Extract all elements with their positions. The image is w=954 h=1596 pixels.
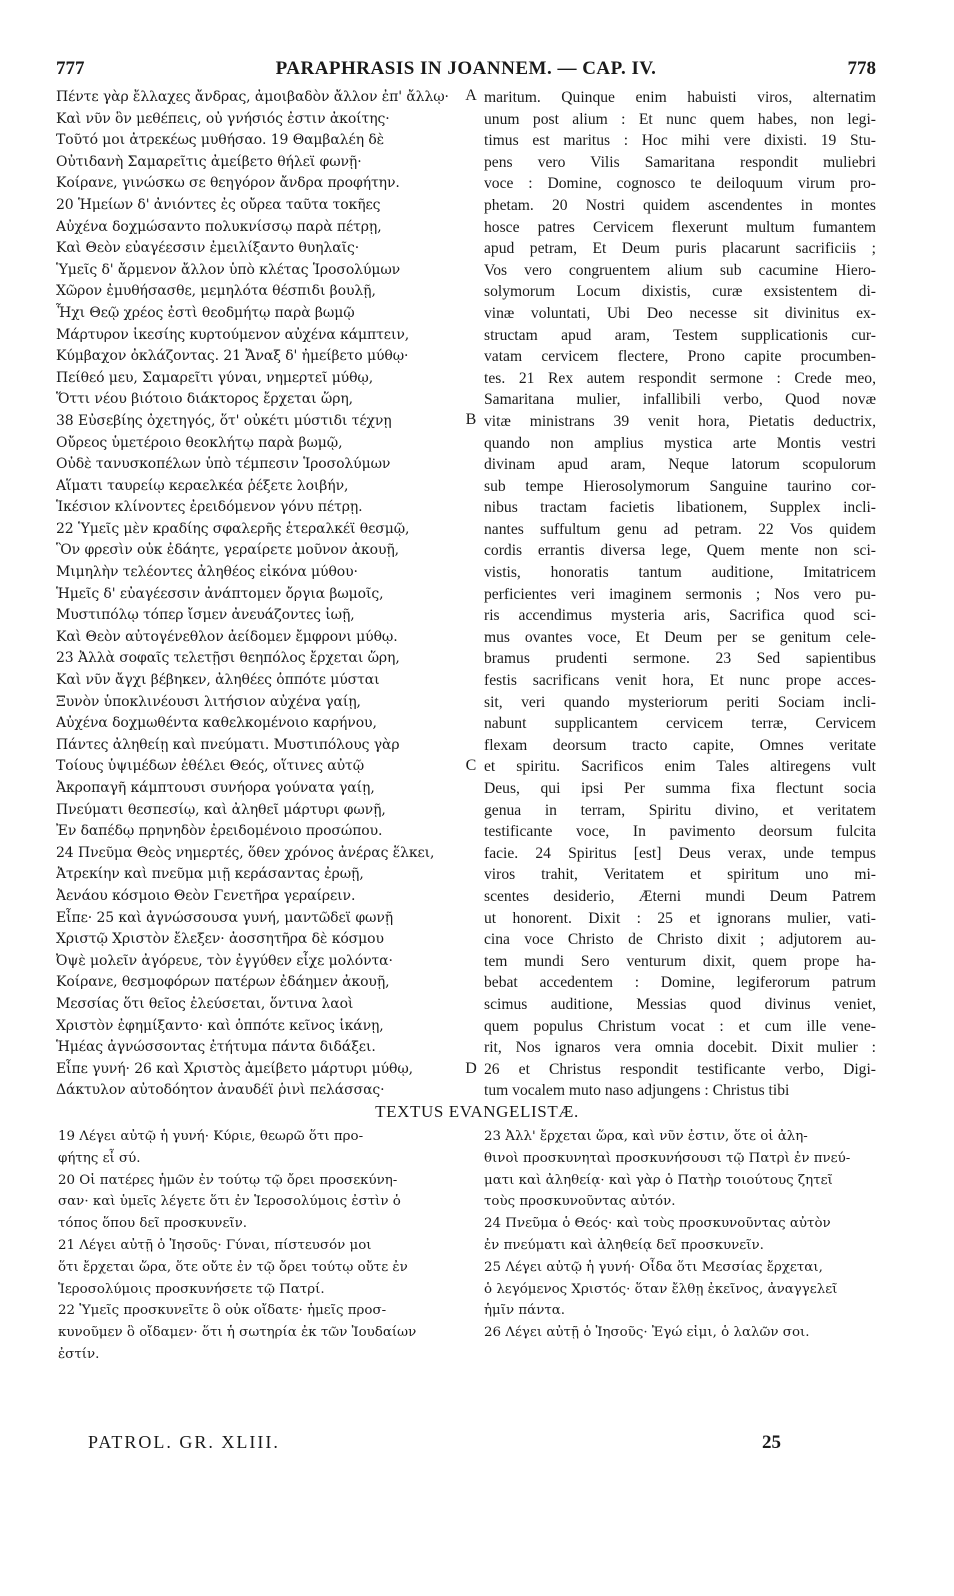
gospel-text-line: 25 Λέγει αὐτῷ ἡ γυνή· Οἶδα ὅτι Μεσσίας ἔρχεται, <box>484 1259 823 1275</box>
latin-text-line: facie. 24 Spiritus [est] Deus verax, unde tempus <box>484 844 876 862</box>
greek-text-line: Μυστιπόλῳ τόπερ ἴσμεν ἀνευάζοντες ἰωῇ, <box>56 607 355 624</box>
gospel-text-line: Ἱεροσολύμοις προσκυνήσετε τῷ Πατρί. <box>58 1281 325 1297</box>
latin-text-line: cina voce Christo de Christo dixit ; adjutorem au- <box>484 931 876 949</box>
gospel-text-line: φήτης εἶ σύ. <box>58 1150 141 1166</box>
greek-text-line: Καὶ νῦν ὃν μεθέπεις, οὐ γνήσιός ἐστιν ἀκοίτης· <box>56 110 390 127</box>
latin-text-line: Vos vero congruentem alium sub cacumine Hiero- <box>484 261 876 279</box>
greek-text-line: Ξυνὸν ὑποκλινέουσι λιτήσιον αὐχένα γαίῃ, <box>56 693 361 710</box>
latin-text-line: perficientes veri imaginem sermonis ; Nos vero pu- <box>484 585 876 603</box>
greek-text-line: Μάρτυρον ἱκεσίης κυρτούμενον αὐχένα κάμπτειν, <box>56 326 410 343</box>
gospel-text-right-column <box>484 1126 876 1344</box>
greek-text-line: Ἐν δαπέδῳ πρηνηδὸν ἐρειδομένοιο προσώπου. <box>56 823 383 840</box>
greek-text-line: Οὐτιδανὴ Σαμαρεῖτις ἀμείβετο θήλεϊ φωνῇ· <box>56 153 362 170</box>
greek-text-line: Εἶπε· 25 καὶ ἀγνώσσουσα γυνή, μαντῶδεϊ φωνῇ <box>56 909 394 926</box>
latin-text-line: divinam apud aram, Neque latorum scopulorum <box>484 456 876 474</box>
greek-text-line: Πείθεό μευ, Σαμαρεῖτι γύναι, νημερτεῖ μύθῳ, <box>56 369 374 386</box>
greek-text-line: Καὶ Θεὸν εὐαγέεσσιν ἐμειλίξαντο θυηλαῖς· <box>56 240 360 257</box>
gospel-text-line: 26 Λέγει αὐτῇ ὁ Ἰησοῦς· Ἐγώ εἰμι, ὁ λαλῶν σοι. <box>484 1325 810 1341</box>
latin-text-line: vatam cervicem flectere, Prono capite procumben- <box>484 348 876 366</box>
latin-text-line: mus ovantes voce, Et Deum per se genitum cele- <box>484 628 876 646</box>
greek-text-line: Κοίρανε, θεσμοφόρων πατέρων ἐδάημεν ἀκουῇ, <box>56 974 390 991</box>
gospel-text-line: ὅτι ἔρχεται ὥρα, ὅτε οὔτε ἐν τῷ ὄρει τούτῳ οὔτε ἐν <box>58 1259 408 1275</box>
greek-text-line: Χριστὸν ἐφημίξαντο· καὶ ὁππότε κεῖνος ἱκάνῃ, <box>56 1017 384 1034</box>
section-title: TEXTUS EVANGELISTÆ. <box>375 1102 579 1121</box>
latin-text-line: pens vero Vilis Samaritana respondit muliebri <box>484 153 876 171</box>
latin-text-line: flexam deorsum tracto capite, Omnes veritate <box>484 736 876 754</box>
greek-text-line: Κύμβαχον ὀκλάζοντας. 21 Ἄναξ δ' ἠμείβετο μύθῳ· <box>56 348 409 365</box>
greek-text-line: Ἀκροπαγῆ κάμπτουσι συνήορα γούνατα γαίῃ, <box>56 780 375 796</box>
greek-text-line: Οὔρεος ὑμετέροιο θεοκλήτῳ παρὰ βωμῷ, <box>56 434 343 451</box>
running-header <box>56 58 876 84</box>
latin-text-line: Deus, qui ipsi Per summa fixa flectunt socia <box>484 780 876 797</box>
greek-text-line: Χριστῷ Χριστὸν ἔλεξεν· ἀοσσητῆρα δὲ κόσμου <box>56 931 384 948</box>
greek-text-line: Τοίους ὑψιμέδων ἐθέλει Θεός, οἵτινες αὐτῷ <box>56 758 365 775</box>
greek-text-line: Ὑμεῖς δ' ἄρμενον ἄλλον ὑπὸ κλέτας Ἱροσολύμων <box>56 261 401 278</box>
running-title: PARAPHRASIS IN JOANNEM. — CAP. IV. <box>275 58 657 79</box>
greek-text-line: 38 Εὐσεβίης ὀχετηγός, ὅτ' οὐκέτι μύστιδι τέχνῃ <box>56 412 392 429</box>
gospel-text-line: 24 Πνεῦμα ὁ Θεός· καὶ τοὺς προσκυνοῦντας αὐτὸν <box>484 1216 831 1232</box>
gospel-text-line: 20 Οἱ πατέρες ἡμῶν ἐν τούτῳ τῷ ὄρει προσεκύνη- <box>58 1172 398 1188</box>
latin-text-line: timus est maritus : Hoc mihi vere dixisti. 19 Stu- <box>484 132 876 150</box>
gospel-text-line: ἐστίν. <box>58 1346 100 1362</box>
gospel-text-line: 23 Ἀλλ' ἔρχεται ὥρα, καὶ νῦν ἐστιν, ὅτε οἱ ἀλη- <box>484 1129 808 1144</box>
greek-text-line: Ἡμέας ἀγνώσσοντας ἐτήτυμα πάντα διδάξει. <box>56 1039 376 1056</box>
greek-text-line: Εἶπε γυνή· 26 καὶ Χριστὸς ἀμείβετο μάρτυρι μύθῳ, <box>56 1060 413 1077</box>
gospel-text-line: ματι καὶ ἀληθείᾳ· καὶ γὰρ ὁ Πατὴρ τοιούτους ζητεῖ <box>484 1172 833 1188</box>
greek-text-line: 20 Ἡμείων δ' ἀνιόντες ἐς οὔρεα ταῦτα τοκῆες <box>56 196 381 213</box>
latin-text-line: sit, veri quando mysteriorum periti Sociam incli- <box>484 693 876 711</box>
latin-text-line: scentes desiderio, Æterni mundi Deum Patrem <box>484 887 876 905</box>
greek-text-line: 24 Πνεῦμα Θεὸς νημερτές, ὅθεν χρόνος ἀνέρας ἕλκει, <box>56 844 435 861</box>
collection-footer: PATROL. GR. XLIII. <box>88 1432 280 1452</box>
page-number-right: 778 <box>847 58 876 79</box>
gospel-text-line: τοὺς προσκυνοῦντας αὐτόν. <box>484 1194 676 1210</box>
greek-text-line: Αἵματι ταυρείῳ κεραελκέα ῥέξετε λοιβήν, <box>56 477 349 494</box>
latin-text-line: scimus auditione, Messias quod divinus veniet, <box>484 995 876 1013</box>
latin-text-line: vitæ ministrans 39 venit hora, Pietatis deductrix, <box>484 412 876 430</box>
greek-text-line: Μεσσίας ὅτι θεῖος ἐλεύσεται, ὅντινα λαοὶ <box>56 995 354 1012</box>
latin-text-line: genua in terram, Spiritu divino, et veritatem <box>484 801 876 819</box>
greek-text-line: Οὐδὲ τανυσκοπέλων ὑπὸ τέμπεσιν Ἱροσολύμων <box>56 456 391 473</box>
greek-paraphrase-column <box>56 87 462 1102</box>
gospel-text-line: ὁ λεγόμενος Χριστός· ὅταν ἔλθῃ ἐκεῖνος, ἀναγγελεῖ <box>484 1281 838 1297</box>
margin-letter-c: C <box>465 757 477 774</box>
gospel-text-line: ἡμῖν πάντα. <box>484 1303 566 1319</box>
latin-text-line: phetam. 20 Nostri quidem ascendentes in montes <box>484 196 876 214</box>
latin-text-line: 26 et Christus respondit testificante verbo, Digi- <box>484 1060 876 1078</box>
latin-text-line: maritum. Quinque enim habuisti viros, alternatim <box>484 89 876 106</box>
gospel-text-line: ἐν πνεύματι καὶ ἀληθείᾳ δεῖ προσκυνεῖν. <box>484 1237 764 1253</box>
latin-text-line: tum vocalem muto naso adjungens : Christus tibi <box>484 1082 790 1100</box>
greek-text-line: Ὅττι νέου βιότοιο διάκτορος ἔρχεται ὥρη, <box>56 391 353 408</box>
latin-text-line: quem populus Christum vocat : et cum ille vene- <box>484 1017 876 1035</box>
latin-text-line: ris accendimus mysteria aris, Sacrifica quod sci- <box>484 607 876 625</box>
gospel-text-line: 22 Ὑμεῖς προσκυνεῖτε ὃ οὐκ οἴδατε· ἡμεῖς προσ- <box>58 1303 387 1319</box>
latin-text-line: testificante voce, In pavimento deorsum fulcita <box>484 823 876 841</box>
greek-text-line: Ὃν φρεσὶν οὐκ ἐδάητε, γεραίρετε μοῦνον ἀκουῇ, <box>56 542 400 559</box>
latin-text-line: unum post alium : Et nunc quem habes, non legi- <box>484 110 876 128</box>
greek-text-line: Καὶ νῦν ἄγχι βέβηκεν, ἀληθέες ὁππότε μύσται <box>56 672 380 689</box>
greek-text-line: Χῶρον ἐμυθήσασθε, μεμηλότα θέσπιδι βουλῇ, <box>56 283 376 300</box>
greek-text-line: 22 Ὑμεῖς μὲν κραδίης σφαλερῆς ἑτεραλκέϊ θεσμῷ, <box>56 520 410 537</box>
latin-text-line: vinæ voluntati, Ubi Deo necesse sit divinitus ex- <box>484 304 876 322</box>
greek-text-line: Ἀενάου κόσμοιο Θεὸν Γενετῆρα γεραίρειν. <box>56 887 356 904</box>
greek-text-line: Πνεύματι θεσπεσίῳ, καὶ ἀληθεῖ μάρτυρι φωνῇ, <box>56 801 386 818</box>
gospel-text-line: τόπος ὅπου δεῖ προσκυνεῖν. <box>58 1216 248 1232</box>
latin-text-line: vistis, honoratis tantum auditione, Imitatricem <box>484 564 876 582</box>
latin-text-line: tes. 21 Rex autem respondit sermone : Crede meo, <box>484 369 876 387</box>
gospel-text-line: σαν· καὶ ὑμεῖς λέγετε ὅτι ἐν Ἱεροσολύμοις ἐστὶν ὁ <box>58 1194 401 1210</box>
greek-text-line: Ἱκέσιον κλίνοντες ἐρειδόμενον γόνυ πέτρῃ. <box>56 499 363 516</box>
latin-text-line: bramus prudenti sermone. 23 Sed sapientibus <box>484 650 876 668</box>
latin-text-line: tem mundi Sero venturum dixit, quem prope ha- <box>484 952 876 970</box>
greek-text-line: Τοῦτό μοι ἀτρεκέως μυθήσαο. 19 Θαμβαλέη δὲ <box>56 132 385 149</box>
latin-text-line: quando non amplius mystica arte Montis vestri <box>484 434 876 452</box>
latin-text-line: et spiritu. Sacrificos enim Tales altiregens vult <box>484 758 876 776</box>
gospel-text-line: θινοὶ προσκυνηταὶ προσκυνήσουσι τῷ Πατρὶ ἐν πνεύ- <box>484 1150 851 1166</box>
gospel-text-line: κυνοῦμεν ὃ οἴδαμεν· ὅτι ἡ σωτηρία ἐκ τῶν Ἰουδαίων <box>58 1325 417 1341</box>
latin-text-line: Samaritana mulier, infallibili verbo, Quod novæ <box>484 391 876 409</box>
margin-letter-b: B <box>465 411 477 428</box>
gospel-text-left-column <box>58 1126 462 1366</box>
greek-text-line: Πάντες ἀληθείῃ καὶ πνεύματι. Μυστιπόλους γὰρ <box>56 736 400 753</box>
latin-text-line: festis sacrificans venit hora, Et nunc prope acces- <box>484 672 876 690</box>
latin-text-line: cordis errantis diversa lege, Quem mente non sci- <box>484 542 876 560</box>
greek-text-line: Ἡμεῖς δ' εὐαγέεσσιν ἀνάπτομεν ὄργια βωμοῖς, <box>56 585 384 602</box>
signature-mark: 25 <box>762 1432 781 1453</box>
greek-text-line: Αὐχένα δοχμώσαντο πολυκνίσσῳ παρὰ πέτρῃ, <box>56 218 382 235</box>
greek-text-line: Πέντε γὰρ ἔλλαχες ἄνδρας, ἀμοιβαδὸν ἄλλον ἐπ' ἄλλῳ· <box>56 89 449 105</box>
latin-text-line: apud petram, Et Deum puris placarunt sacrificiis ; <box>484 240 876 258</box>
latin-text-line: structam apud aram, Testem supplicationis cur- <box>484 326 876 344</box>
latin-text-line: solymorum Locum dixistis, curæ exsistentem di- <box>484 283 876 301</box>
greek-text-line: 23 Ἀλλὰ σοφαῖς τελετῇσι θεηπόλος ἔρχεται ὥρη, <box>56 650 400 667</box>
latin-text-line: hosce patres Cervicem flexerunt multum fumantem <box>484 218 876 236</box>
greek-text-line: Αὐχένα δοχμωθέντα καθελκομένοιο καρήνου, <box>56 715 377 732</box>
page-number-left: 777 <box>56 58 85 79</box>
greek-text-line: Καὶ Θεὸν αὐτογένεθλον ἀείδομεν ἔμφρονι μύθῳ. <box>56 628 398 645</box>
margin-letter-d: D <box>465 1060 477 1077</box>
greek-text-line: Ὀψὲ μολεῖν ἀγόρευε, τὸν ἐγγύθεν εἶχε μολόντα· <box>56 952 393 969</box>
greek-text-line: Ἀτρεκίην καὶ πνεῦμα μιῇ κεράσαντας ἐρωῇ, <box>56 866 364 883</box>
greek-text-line: Μιμηλὴν τελέοντες ἀληθέος εἰκόνα μύθου· <box>56 564 358 581</box>
latin-text-line: bebat accedentem : Domine, legiferorum patrum <box>484 974 876 992</box>
gospel-text-line: 21 Λέγει αὐτῇ ὁ Ἰησοῦς· Γύναι, πίστευσόν μοι <box>58 1237 372 1253</box>
latin-text-line: nantes suffultum genu ad petram. 22 Vos quidem <box>484 520 876 538</box>
latin-text-line: viros trahit, Veritatem et spiritum uno mi- <box>484 866 876 884</box>
greek-text-line: Δάκτυλον αὐτοδόητον ἀναυδέϊ ῥινὶ πελάσσας· <box>56 1082 385 1099</box>
latin-text-line: sub tempe Hierosolymorum Sanguine taurino cor- <box>484 477 876 495</box>
latin-text-line: nibus tractam facietis libationem, Supplex incli- <box>484 499 876 517</box>
greek-text-line: Ἧχι Θεῷ χρέος ἐστὶ θεοδμήτῳ παρὰ βωμῷ <box>56 304 355 321</box>
margin-letter-a: A <box>465 87 477 104</box>
greek-text-line: Κοίρανε, γινώσκω σε θεηγόρον ἄνδρα προφήτην. <box>56 175 400 192</box>
latin-text-line: voce : Domine, cognosco te deiloquum virum pro- <box>484 175 876 193</box>
gospel-text-line: 19 Λέγει αὐτῷ ἡ γυνή· Κύριε, θεωρῶ ὅτι προ- <box>58 1129 364 1144</box>
latin-text-line: ut honorent. Dixit : 25 et ignorans mulier, vati- <box>484 909 876 927</box>
latin-text-line: nabunt supplicantem cervicem terræ, Cervicem <box>484 715 876 733</box>
latin-translation-column <box>484 87 876 1102</box>
latin-text-line: rit, Nos ignaros vera omnia docebit. Dixit mulier : <box>484 1039 876 1057</box>
